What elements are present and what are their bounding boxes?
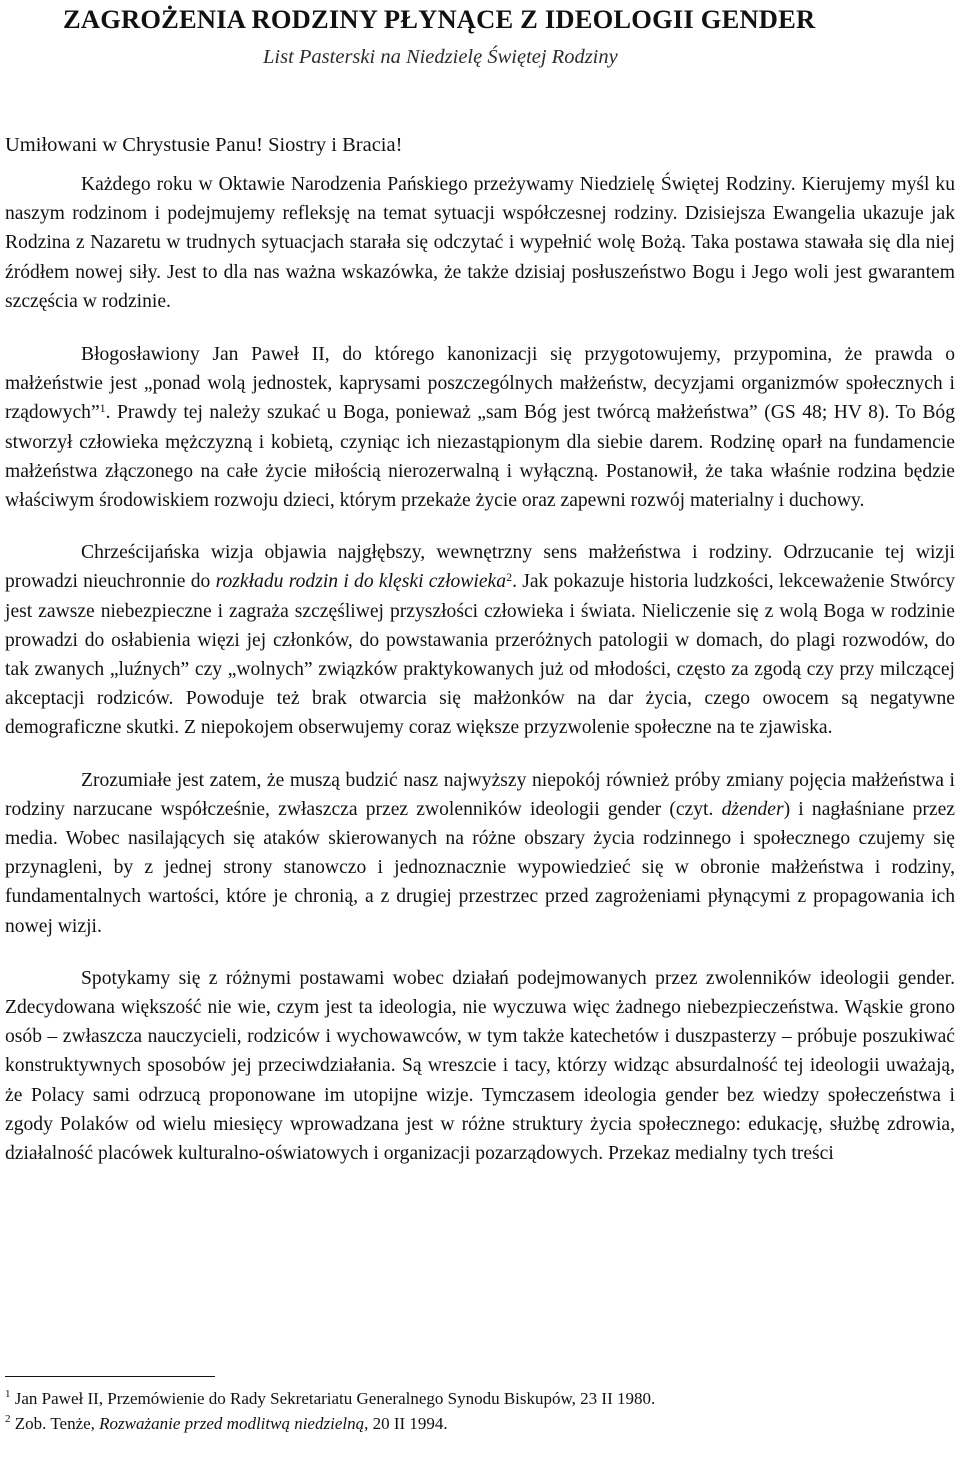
letter-body — [5, 170, 955, 1191]
footnote-1-text: Jan Paweł II, Przemówienie do Rady Sekretariatu Generalnego Synodu Biskupów, 23 II 1980. — [14, 1389, 656, 1408]
footnote-divider — [5, 1376, 215, 1377]
paragraph-3 — [5, 538, 955, 742]
footnotes — [5, 1386, 955, 1436]
paragraph-4-text-a: Zrozumiałe jest zatem, że muszą budzić nasz najwyższy niepokój również próby zmiany pojęcia małżeństwa i rodziny narzucane współcześnie, zwłaszcza przez zwolenników ideologii gender (czyt. — [5, 769, 955, 820]
paragraph-4-emphasis: dżender — [721, 798, 784, 820]
document-subtitle: List Pasterski na Niedzielę Świętej Rodziny — [263, 46, 618, 68]
footnote-ref-2[interactable]: 2 — [506, 570, 513, 585]
paragraph-1: Każdego roku w Oktawie Narodzenia Pańskiego przeżywamy Niedzielę Świętej Rodziny. Kierujemy myśl ku naszym rodzinom i podejmujemy refleksję na temat sytuacji współczesnej rodziny. Dzisiejsza Ewangelia ukazuje jak Rodzina z Nazaretu w trudnych sytuacjach starała się odczytać i wypełnić wolę Bożą. Taka postawa stawała się dla niej źródłem nowej siły. Jest to dla nas ważna wskazówka, że także dzisiaj posłuszeństwo Bogu i Jego woli jest gwarantem szczęścia w rodzinie. — [5, 174, 955, 312]
footnote-2-number: 2 — [5, 1413, 11, 1425]
paragraph-4 — [5, 766, 955, 941]
footnote-ref-1[interactable]: 1 — [99, 401, 106, 416]
footnote-1-number: 1 — [5, 1388, 11, 1400]
paragraph-5: Spotykamy się z różnymi postawami wobec działań podejmowanych przez zwolenników ideologii gender. Zdecydowana większość nie wie, czym jest ta ideologia, nie wyczuwa więc żadnego niebezpieczeństwa. Wąskie grono osób – zwłaszcza nauczycieli, rodziców i wychowawców, w tym także katechetów i duszpasterzy – próbuje poszukiwać konstruktywnych sposobów jej przeciwdziałania. Są wreszcie i tacy, którzy widząc absurdalność tej ideologii uważają, że Polacy sami odrzucą proponowane im utopijne wizje. Tymczasem ideologia gender bez wiedzy społeczeństwa i zgody Polaków od wielu miesięcy wprowadzana jest w różne struktury życia społecznego: edukację, służbę zdrowia, działalność placówek kulturalno-oświatowych i organizacji pozarządowych. Przekaz medialny tych treści — [5, 967, 955, 1165]
greeting: Umiłowani w Chrystusie Panu! Siostry i Bracia! — [5, 134, 403, 156]
paragraph-2 — [5, 340, 955, 515]
paragraph-3-text-a: Chrześcijańska wizja objawia najgłębszy, wewnętrzny sens małżeństwa i rodziny. Odrzucanie tej wizji prowadzi nieuchronnie do — [5, 542, 955, 593]
paragraph-4-text-b: ) i nagłaśniane przez media. Wobec nasilających się ataków skierowanych na różne obszary życia rodzinnego i społecznego czujemy się przynagleni, by z jednej strony stanowczo i jednoznacznie wypowiedzieć się w obronie małżeństwa i rodziny, fundamentalnych wartości, które je chronią, a z drugiej przestrzec przed zagrożeniami płynącymi z propagowania ich nowej wizji. — [5, 798, 955, 937]
paragraph-2-text-b: . Prawdy tej należy szukać u Boga, ponieważ „sam Bóg jest twórcą małżeństwa” (GS 48; HV 8). To Bóg stworzył człowieka mężczyzną i kobietą, czyniąc ich niezastąpionym dla siebie darem. Rodzinę oparł na fundamencie małżeństwa złączonego na całe życie miłością nierozerwalną i wyłączną. Postanowił, że taka właśnie rodzina będzie właściwym środowiskiem rozwoju dzieci, którym przekaże życie oraz zapewni rozwój materialny i duchowy. — [5, 402, 955, 512]
footnote-2-text-b: , 20 II 1994. — [364, 1414, 448, 1433]
footnote-1 — [5, 1386, 955, 1411]
paragraph-2-text-a: Błogosławiony Jan Paweł II, do którego kanonizacji się przygotowujemy, przypomina, że prawda o małżeństwie jest „ponad wolą jednostek, kaprysami poszczególnych małżeństw, decyzjami organizmów społecznych i rządowych” — [5, 344, 955, 424]
paragraph-3-emphasis: rozkładu rodzin i do klęski człowieka — [215, 571, 507, 593]
footnote-2 — [5, 1411, 955, 1436]
paragraph-3-text-b: . Jak pokazuje historia ludzkości, lekceważenie Stwórcy jest zawsze niebezpieczne i zagraża szczęśliwej przyszłości człowieka i świata. Nieliczenie się z wolą Boga w rodzinie prowadzi do osłabienia więzi jej członków, do powstawania przeróżnych patologii w domach, do plagi rozwodów, do tak zwanych „luźnych” czy „wolnych” związków praktykowanych już od młodości, często za zgodą czy przy milczącej akceptacji rodziców. Powoduje też brak otwarcia się małżonków na dar życia, czego owocem są negatywne demograficzne skutki. Z niepokojem obserwujemy coraz większe przyzwolenie społeczne na te zjawiska. — [5, 571, 955, 739]
document-title: ZAGROŻENIA RODZINY PŁYNĄCE Z IDEOLOGII GENDER — [63, 4, 816, 34]
footnote-2-text-a: Zob. Tenże, — [14, 1414, 100, 1433]
footnote-2-emphasis: Rozważanie przed modlitwą niedzielną — [99, 1414, 365, 1433]
